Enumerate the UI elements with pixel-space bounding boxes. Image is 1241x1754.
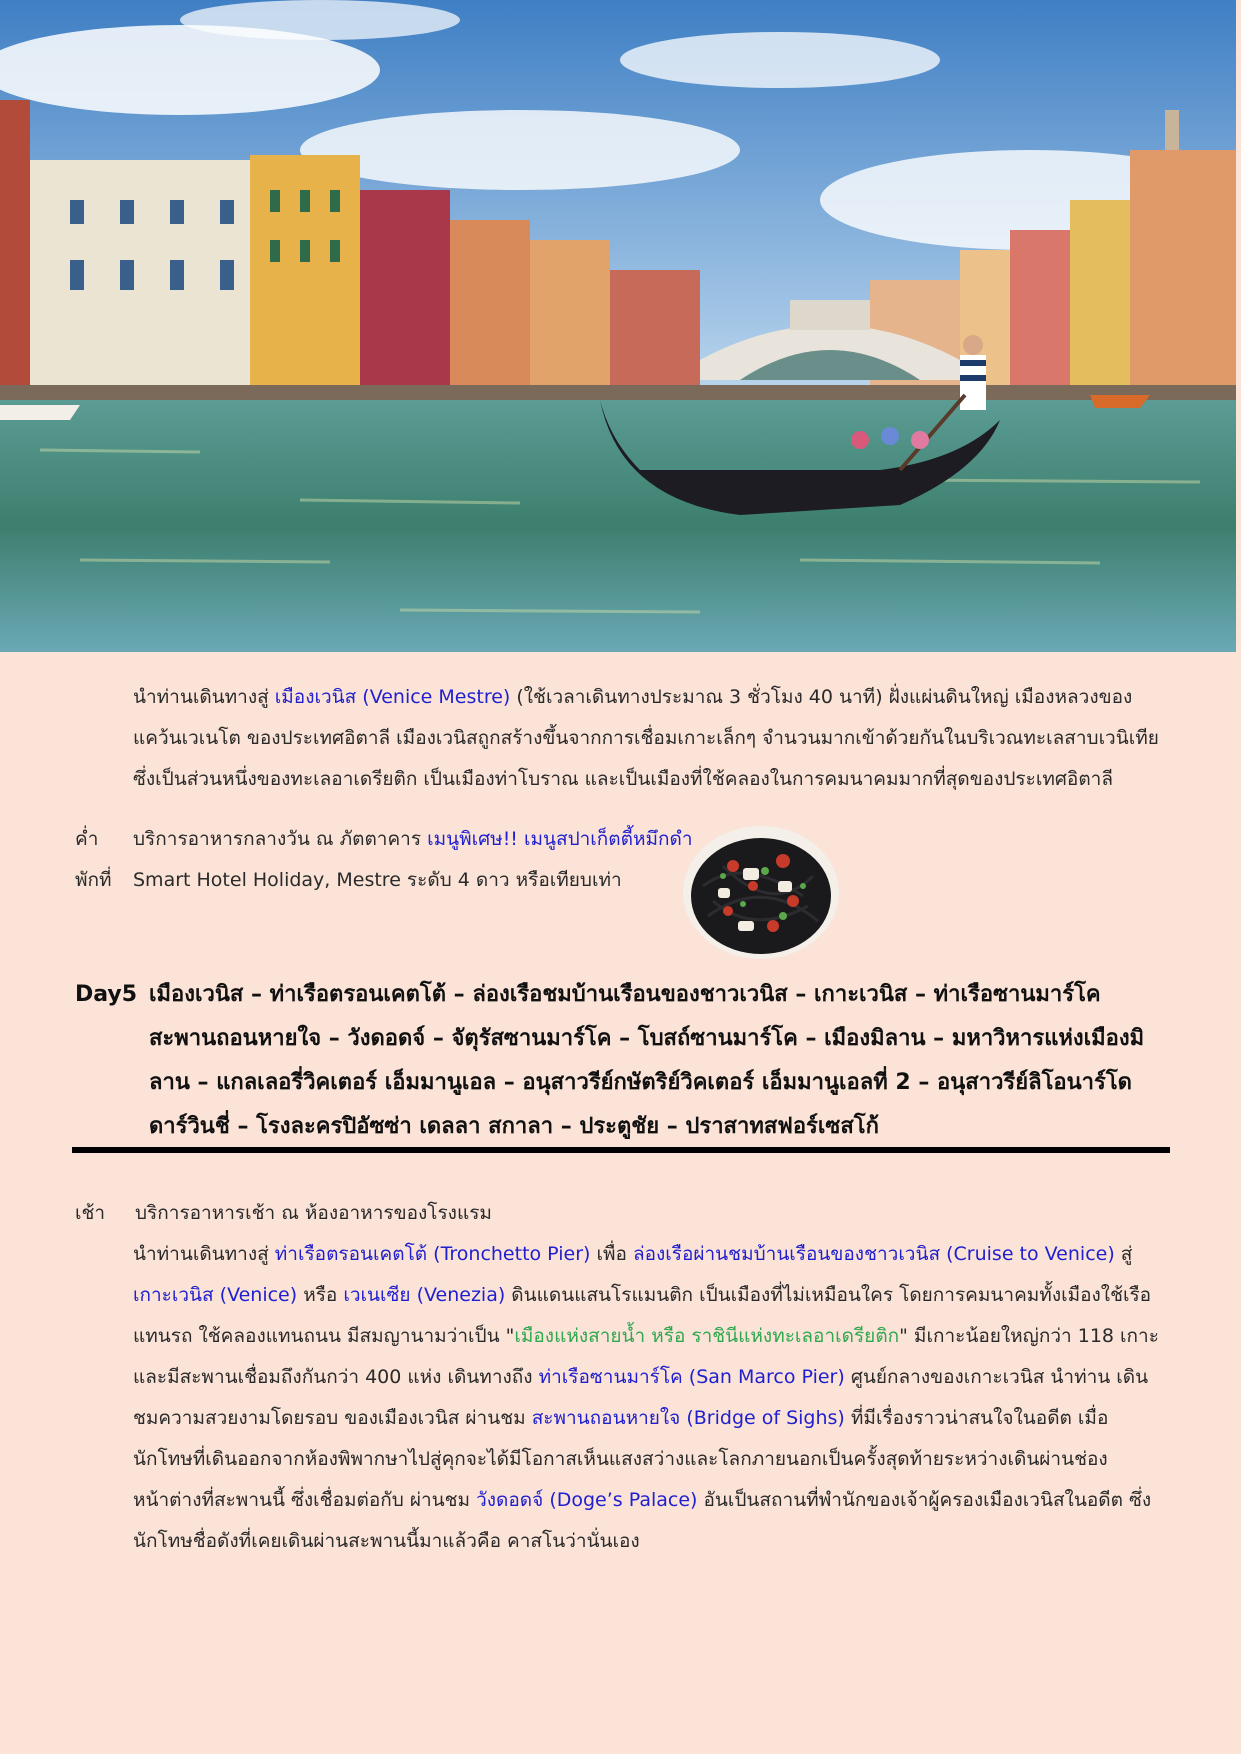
section-divider: [72, 1147, 1170, 1153]
dinner-row: [133, 819, 693, 860]
nickname-highlight: เมืองแห่งสายน้ำ หรือ ราชินีแห่งทะเลอาเดรียติก: [514, 1325, 900, 1347]
day-title: เมืองเวนิส – ท่าเรือตรอนเคตโต้ – ล่องเรือชมบ้านเรือนของชาวเวนิส – เกาะเวนิส – ท่าเรือซานมาร์โค สะพานถอนหายใจ – วังดอดจ์ – จัตุรัสซานมาร์โค – โบสถ์ซานมาร์โค – เมืองมิลาน – มหาวิหารแห่งเมืองมิลาน – แกลเลอรี่วิคเตอร์ เอ็มมานูเอล – อนุสาวรีย์กษัตริย์วิคเตอร์ เอ็มมานูเอลที่ 2 – อนุสาวรีย์ลิโอนาร์โด ดาร์วินชี่ – โรงละครปิอัซซ่า เดลลา สกาลา – ประตูชัย – ปราสาทสฟอร์เซสโก้: [149, 982, 1145, 1139]
hotel-text: Smart Hotel Holiday, Mestre ระดับ 4 ดาว หรือเทียบเท่า: [133, 869, 622, 891]
breakfast-text: บริการอาหารเช้า ณ ห้องอาหารของโรงแรม: [135, 1202, 492, 1224]
dinner-menu-highlight: เมนูพิเศษ!! เมนูสปาเก็ตตี้หมึกดำ: [427, 828, 693, 850]
morning-text: ดินแดนแสนโรแมนติก เป็นเมืองที่ไม่เหมือนใคร โดยการคมนาคมทั้งเมืองใช้เรือแทนรถ ใช้คลองแทนถนน มีสมญานามว่าเป็น ": [133, 1284, 1152, 1347]
morning-paragraph: [133, 1234, 1163, 1562]
dinner-label: ค่ำ: [75, 828, 99, 850]
dinner-text: บริการอาหารกลางวัน ณ ภัตตาคาร: [133, 828, 428, 850]
morning-text: นำท่านเดินทางสู่: [133, 1243, 275, 1265]
morning-text: สู่: [1114, 1243, 1133, 1265]
intro-text-rest: (ใช้เวลาเดินทางประมาณ 3 ชั่วโมง 40 นาที) ฝั่งแผ่นดินใหญ่ เมืองหลวงของแคว้นเวเนโต ของประเทศอิตาลี เมืองเวนิสถูกสร้างขึ้นจากการเชื่อมเกาะเล็กๆ จำนวนมากเข้าด้วยกันในบริเวณทะเลสาบเวนิเทีย ซึ่งเป็นส่วนหนึ่งของทะเลอาเดรียติก เป็นเมืองท่าโบราณ และเป็นเมืองที่ใช้คลองในการคมนาคมมากที่สุดของประเทศอิตาลี: [133, 686, 1159, 790]
morning-text: อันเป็นสถานที่พำนักของเจ้าผู้ครองเมืองเวนิสในอดีต ซึ่งนักโทษชื่อดังที่เคยเดินผ่านสะพานนี้มาแล้วคือ คาสโนว่านั่นเอง: [133, 1489, 1152, 1552]
venice-canal-illustration: [0, 0, 1236, 652]
intro-paragraph: [133, 677, 1163, 800]
breakfast-label: เช้า: [75, 1202, 106, 1224]
day-tag: Day5: [75, 982, 138, 1007]
morning-text: ที่มีเรื่องราวน่าสนใจในอดีต เมื่อนักโทษที่เดินออกจากห้องพิพากษาไปสู่คุกจะได้มีโอกาสเห็นแสงสว่างและโลกภายนอกเป็นครั้งสุดท้ายระหว่างเดินผ่านช่องหน้าต่างที่สะพานนี้ ซึ่งเชื่อมต่อกับ ผ่านชม: [133, 1407, 1109, 1511]
venice-mestre-highlight: เมืองเวนิส (Venice Mestre): [274, 686, 511, 708]
bridge-of-sighs-highlight: สะพานถอนหายใจ (Bridge of Sighs): [531, 1407, 845, 1429]
morning-text: เพื่อ: [590, 1243, 633, 1265]
morning-text: " มีเกาะน้อยใหญ่กว่า 118 เกาะ และมีสะพานเชื่อมถึงกันกว่า 400 แห่ง เดินทางถึง: [133, 1325, 1159, 1388]
venice-island-highlight: เกาะเวนิส (Venice): [133, 1284, 298, 1306]
doges-palace-highlight: วังดอดจ์ (Doge’s Palace): [476, 1489, 698, 1511]
hotel-label: พักที่: [75, 869, 112, 891]
tronchetto-pier-highlight: ท่าเรือตรอนเคตโต้ (Tronchetto Pier): [274, 1243, 591, 1265]
hero-photo: [0, 0, 1236, 652]
venezia-highlight: เวเนเซีย (Venezia): [343, 1284, 506, 1306]
spaghetti-illustration: [683, 826, 839, 959]
cruise-highlight: ล่องเรือผ่านชมบ้านเรือนของชาวเวนิส (Cruise to Venice): [632, 1243, 1115, 1265]
squid-ink-spaghetti-photo: [683, 826, 839, 959]
morning-text: ศูนย์กลางของเกาะเวนิส นำท่าน เดินชมความสวยงามโดยรอบ ของเมืองเวนิส ผ่านชม: [133, 1366, 1149, 1429]
morning-text: หรือ: [297, 1284, 344, 1306]
intro-text: นำท่านเดินทางสู่: [133, 686, 275, 708]
san-marco-pier-highlight: ท่าเรือซานมาร์โค (San Marco Pier): [538, 1366, 845, 1388]
